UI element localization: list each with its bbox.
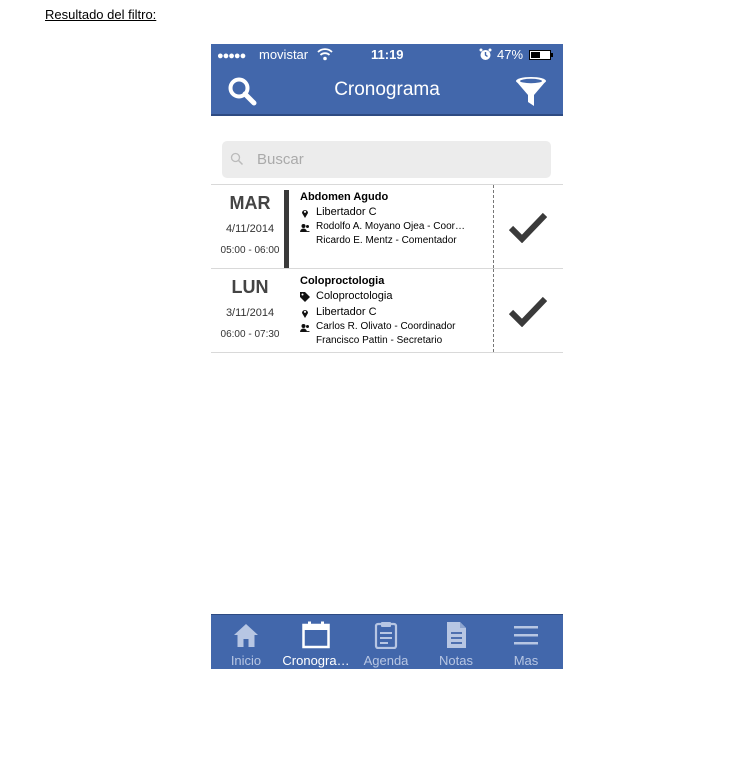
battery-percentage: 47% <box>497 47 524 62</box>
event-info <box>300 274 490 348</box>
tab-bar <box>211 615 563 669</box>
nav-bar-divider <box>211 114 563 116</box>
calendar-icon <box>302 621 330 649</box>
clipboard-icon <box>372 621 400 649</box>
event-person <box>300 320 490 334</box>
event-person-label: Ricardo E. Mentz - Comentador <box>316 235 457 246</box>
document-icon <box>442 621 470 649</box>
tab-inicio[interactable] <box>211 615 281 669</box>
tag-icon <box>300 291 310 301</box>
tab-notas[interactable] <box>421 615 491 669</box>
signal-strength: ●●●●● <box>217 50 246 62</box>
event-row[interactable] <box>211 268 563 353</box>
selection-accent-bar <box>284 190 289 268</box>
event-tag-label: Coloproctologia <box>316 290 393 302</box>
event-person-label: Rodolfo A. Moyano Ojea - Coor… <box>316 221 465 232</box>
event-location-label: Libertador C <box>316 206 377 218</box>
event-person <box>300 220 490 234</box>
clock-time: 11:19 <box>371 47 404 62</box>
tab-label: Cronogra… <box>282 653 350 668</box>
event-date: 3/11/2014 <box>225 307 275 319</box>
tab-label: Notas <box>439 653 473 668</box>
wifi-icon <box>317 47 333 65</box>
location-pin-icon <box>300 307 310 317</box>
checkmark-icon[interactable] <box>509 211 547 243</box>
people-icon <box>300 323 310 333</box>
tab-mas[interactable] <box>491 615 561 669</box>
event-day: LUN <box>231 277 269 297</box>
dashed-divider <box>493 185 494 268</box>
event-location <box>300 304 490 320</box>
event-title: Abdomen Agudo <box>300 191 389 203</box>
event-row[interactable] <box>211 184 563 268</box>
tab-label: Agenda <box>363 653 409 668</box>
battery-icon <box>529 50 551 60</box>
event-person <box>300 334 490 348</box>
phone-screen <box>211 44 563 669</box>
alarm-icon <box>479 48 492 65</box>
event-person-label: Carlos R. Olivato - Coordinador <box>316 321 456 332</box>
status-bar <box>211 44 563 66</box>
checkmark-icon[interactable] <box>509 295 547 327</box>
event-date: 4/11/2014 <box>225 223 275 235</box>
tab-label: Inicio <box>230 653 262 668</box>
search-bar <box>222 141 551 178</box>
event-location <box>300 204 490 220</box>
menu-icon <box>512 621 540 649</box>
tab-label: Mas <box>513 653 539 668</box>
dashed-divider <box>493 269 494 352</box>
event-title: Coloproctologia <box>300 275 385 287</box>
filter-icon[interactable] <box>513 74 549 110</box>
document-caption: Resultado del filtro: <box>45 7 157 22</box>
carrier-name: movistar <box>259 47 309 62</box>
tab-agenda[interactable] <box>351 615 421 669</box>
page-title: Cronograma <box>334 79 440 100</box>
event-info <box>300 190 490 248</box>
event-list <box>211 184 563 353</box>
navigation-bar <box>211 66 563 114</box>
tab-cronograma[interactable] <box>281 615 351 669</box>
search-field-icon <box>230 152 244 166</box>
home-icon <box>232 621 260 649</box>
location-pin-icon <box>300 207 310 217</box>
event-person <box>300 234 490 248</box>
event-hours: 06:00 - 07:30 <box>220 329 280 340</box>
event-person-label: Francisco Pattin - Secretario <box>316 335 443 346</box>
event-tag <box>300 288 490 304</box>
people-icon <box>300 223 310 233</box>
search-input[interactable] <box>257 148 537 170</box>
event-day: MAR <box>229 193 271 213</box>
event-location-label: Libertador C <box>316 306 377 318</box>
event-hours: 05:00 - 06:00 <box>220 245 280 256</box>
